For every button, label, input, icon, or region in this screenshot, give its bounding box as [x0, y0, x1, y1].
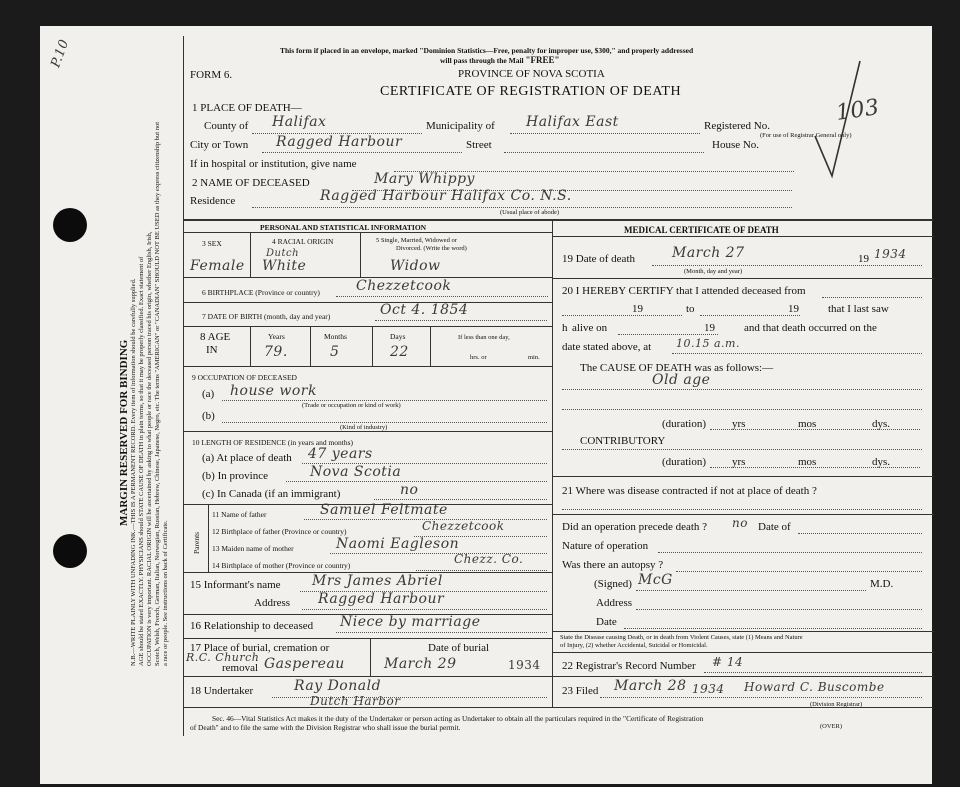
informant-address-line — [302, 609, 547, 610]
birthplace-label: 6 BIRTHPLACE (Province or country) — [202, 288, 320, 297]
place-of-death-heading: 1 PLACE OF DEATH— — [192, 102, 302, 114]
hrs-label: hrs. or — [470, 354, 487, 361]
operation-nature-line — [658, 552, 922, 553]
age-days-value: 22 — [390, 344, 409, 360]
filed-label: 23 Filed — [562, 685, 599, 697]
municipality-value: Halifax East — [526, 114, 619, 130]
contributory-label: CONTRIBUTORY — [580, 435, 666, 447]
occupation-b-line — [222, 422, 547, 423]
footer-line-1: Sec. 46—Vital Statistics Act makes it the duty of the Undertaker or person acting as Undertaker to obtain all the particulars required in the "Certificate of Registration — [212, 714, 704, 723]
certify-19a: 19 — [632, 303, 643, 315]
birthplace-value: Chezzetcook — [356, 278, 452, 294]
months-label: Months — [324, 332, 347, 341]
filed-line — [600, 697, 922, 698]
in-canada-label: (c) In Canada (if an immigrant) — [202, 488, 341, 500]
personal-rule-4 — [183, 326, 552, 327]
age-col-2 — [310, 326, 311, 366]
marital-value: Widow — [390, 258, 441, 274]
dob-line — [375, 320, 547, 321]
margin-instruction-4: Scotch, Welsh, French, German, Italian, Norwegian, Russian, Hebrew, Chinese, Japanese, Negro, etc. The terms "AMERICAN" or "CANADIAN" SHOULD NOT BE USED as they express citizenship but not — [154, 121, 161, 666]
q21-label: 21 Where was disease contracted if not at place of death ? — [562, 485, 817, 497]
medical-address-label: Address — [596, 597, 633, 609]
medical-note-line-2: of Injury, (2) whether Accidental, Suicidal or Homicidal. — [560, 642, 708, 649]
dys-label-1: dys. — [872, 418, 891, 430]
margin-instruction-2: AGE should be stated EXACTLY. PHYSICIANS should STATE CAUSE OF DEATH in plain terms, so that it may be properly classified. Exact statement of — [138, 256, 145, 666]
registrar-check-mark — [810, 56, 870, 186]
birthplace-line — [336, 296, 548, 297]
city-value: Ragged Harbour — [276, 134, 403, 150]
parents-label: Parents — [192, 531, 201, 554]
binding-hole-bottom — [53, 534, 87, 568]
father-birthplace-value: Chezzetcook — [422, 519, 505, 533]
burial-date-value: March 29 — [384, 656, 457, 672]
age-col-1 — [250, 326, 251, 366]
mother-birthplace-value: Chezz. Co. — [454, 552, 524, 566]
medical-rule-5 — [552, 631, 934, 632]
mother-name-label: 13 Maiden name of mother — [212, 544, 294, 553]
municipality-line — [510, 133, 700, 134]
mos-label-2: mos — [798, 456, 817, 468]
section-top-rule — [183, 219, 933, 221]
operation-date-line — [798, 533, 922, 534]
age-label-2: IN — [206, 344, 218, 356]
medical-rule-3 — [552, 476, 934, 477]
operation-nature-label: Nature of operation — [562, 540, 649, 552]
street-label: Street — [466, 139, 492, 151]
pencil-mark: P.10 — [48, 37, 73, 70]
dys-label-2: dys. — [872, 456, 891, 468]
operation-label: Did an operation precede death ? — [562, 521, 708, 533]
signed-line — [636, 590, 866, 591]
dob-label: 7 DATE OF BIRTH (month, day and year) — [202, 312, 331, 321]
medical-rule-1 — [552, 236, 934, 237]
cause-of-death-value: Old age — [652, 372, 711, 388]
relationship-label: 16 Relationship to deceased — [190, 620, 314, 632]
medical-address-line — [636, 609, 922, 610]
marital-label-2: Divorced. (Write the word) — [396, 245, 467, 252]
cause-line-2 — [562, 409, 922, 410]
date-of-death-note: (Month, day and year) — [684, 268, 743, 275]
informant-address-value: Ragged Harbour — [318, 591, 445, 607]
in-province-label: (b) In province — [202, 470, 268, 482]
mail-free-label: "FREE" — [525, 55, 560, 65]
certify-date-stated: date stated above, at — [562, 341, 652, 353]
county-label: County of — [204, 120, 249, 132]
margin-instruction-3: OCCUPATION is very important. RACIAL ORIGIN will be ascertained by asking to what people or race the deceased person traced his origin, whether English, Irish, — [146, 231, 153, 666]
city-line — [262, 152, 462, 153]
county-value: Halifax — [272, 114, 327, 130]
date-of-death-year-prefix: 19 — [858, 253, 869, 265]
medical-date-label: Date — [596, 616, 617, 628]
autopsy-line — [676, 571, 922, 572]
burial-col — [370, 638, 371, 676]
footer-rule — [183, 707, 933, 708]
undertaker-address-value: Dutch Harbor — [310, 694, 401, 708]
certify-from-line — [822, 297, 922, 298]
age-col-4 — [430, 326, 431, 366]
relationship-value: Niece by marriage — [340, 614, 481, 630]
burial-place-small: R.C. Church — [186, 651, 260, 664]
personal-rule-3 — [183, 302, 552, 303]
certify-19c: 19 — [704, 322, 715, 334]
racial-origin-value: White — [262, 258, 307, 274]
md-label: M.D. — [870, 578, 894, 590]
personal-col-2 — [360, 232, 361, 277]
father-birthplace-label: 12 Birthplace of father (Province or country) — [212, 527, 347, 536]
informant-label: 15 Informant's name — [190, 579, 281, 591]
certify-date-line-a — [562, 315, 682, 316]
filed-year-value: 1934 — [692, 682, 725, 696]
occupation-b-note: (Kind of industry) — [340, 424, 388, 431]
yrs-label-1: yrs — [732, 418, 746, 430]
autopsy-label: Was there an autopsy ? — [562, 559, 664, 571]
age-years-value: 79. — [264, 344, 288, 360]
medical-rule-4 — [552, 514, 934, 515]
mail-notice-text: will pass through the Mail — [440, 56, 524, 65]
years-label: Years — [268, 332, 285, 341]
undertaker-label: 18 Undertaker — [190, 685, 254, 697]
medical-note-line-1: State the Disease causing Death, or in death from Violent Causes, state (1) Means and Nature — [560, 634, 803, 641]
personal-section-title: PERSONAL AND STATISTICAL INFORMATION — [260, 223, 427, 232]
name-of-deceased-value: Mary Whippy — [374, 171, 475, 187]
form-left-border — [183, 36, 184, 736]
municipality-label: Municipality of — [426, 120, 495, 132]
date-of-death-year: 1934 — [874, 247, 907, 261]
age-months-value: 5 — [330, 344, 340, 360]
sex-value: Female — [190, 258, 245, 274]
division-registrar-signature: Howard C. Buscombe — [744, 680, 885, 694]
mother-birthplace-line — [416, 570, 547, 571]
operation-date-label: Date of — [758, 521, 791, 533]
hospital-label: If in hospital or institution, give name — [190, 158, 357, 170]
relationship-line — [336, 632, 547, 633]
age-col-3 — [372, 326, 373, 366]
occupation-a-value: house work — [230, 383, 317, 399]
age-label-1: 8 AGE — [200, 331, 231, 343]
personal-col-1 — [250, 232, 251, 277]
informant-value: Mrs James Abriel — [312, 573, 443, 589]
personal-rule-5 — [183, 366, 552, 367]
mos-label-1: mos — [798, 418, 817, 430]
racial-origin-label: 4 RACIAL ORIGIN — [272, 237, 334, 246]
occupation-label: 9 OCCUPATION OF DECEASED — [192, 373, 297, 382]
city-label: City or Town — [190, 139, 249, 151]
section-divider — [552, 219, 553, 707]
certify-time-value: 10.15 a.m. — [676, 337, 740, 350]
burial-place-value: Gaspereau — [264, 656, 345, 672]
medical-rule-7 — [552, 676, 934, 677]
personal-rule-6 — [183, 431, 552, 432]
certify-h: h — [562, 322, 568, 334]
registrar-number-handwritten: 103 — [834, 95, 882, 126]
medical-section-title: MEDICAL CERTIFICATE OF DEATH — [624, 225, 779, 235]
record-number-label: 22 Registrar's Record Number — [562, 660, 696, 672]
certificate-title: CERTIFICATE OF REGISTRATION OF DEATH — [380, 84, 682, 99]
dob-value: Oct 4. 1854 — [380, 302, 469, 318]
certify-alive-line — [618, 334, 718, 335]
sex-label: 3 SEX — [202, 239, 222, 248]
name-of-deceased-label: 2 NAME OF DECEASED — [192, 177, 310, 189]
occupation-a-label: (a) — [202, 388, 215, 400]
at-place-value: 47 years — [308, 446, 373, 462]
mother-name-value: Naomi Eagleson — [336, 536, 460, 552]
margin-instruction-1: N.B.—WRITE PLAINLY WITH UNFADING INK.—THIS IS A PERMANENT RECORD. Every item of information should be carefully supplied. — [130, 278, 137, 666]
record-number-line — [704, 672, 922, 673]
certificate-page — [40, 26, 932, 784]
medical-rule-6 — [552, 652, 934, 653]
residence-note: (Usual place of abode) — [500, 209, 560, 216]
days-label: Days — [390, 332, 406, 341]
in-canada-value: no — [400, 482, 419, 498]
binding-hole-top — [53, 208, 87, 242]
less-than-day-label: If less than one day, — [458, 334, 510, 341]
occupation-b-label: (b) — [202, 410, 215, 422]
mail-notice-line1: This form if placed in an envelope, marked "Dominion Statistics—Free, penalty for improper use, $300," and properly addressed — [280, 46, 694, 55]
burial-date-label: Date of burial — [428, 642, 490, 654]
occupation-a-note: (Trade or occupation or kind of work) — [302, 402, 401, 409]
date-of-death-line — [652, 265, 922, 266]
medical-date-line — [624, 628, 922, 629]
occupation-a-line — [222, 400, 547, 401]
margin-reserved-title: MARGIN RESERVED FOR BINDING — [118, 339, 130, 526]
length-of-residence-label: 10 LENGTH OF RESIDENCE (in years and months) — [192, 438, 354, 447]
at-place-label: (a) At place of death — [202, 452, 292, 464]
date-of-death-value: March 27 — [672, 245, 745, 261]
date-of-death-label: 19 Date of death — [562, 253, 635, 265]
filed-value: March 28 — [614, 678, 687, 694]
division-registrar-note: (Division Registrar) — [810, 701, 863, 708]
father-name-label: 11 Name of father — [212, 510, 267, 519]
footer-line-2: of Death" and to file the same with the Division Registrar who shall issue the burial permit. — [190, 723, 461, 732]
racial-origin-small: Dutch — [266, 248, 300, 259]
father-name-value: Samuel Feltmate — [320, 502, 448, 518]
residence-value: Ragged Harbour Halifax Co. N.S. — [320, 188, 572, 204]
signed-value: McG — [638, 572, 673, 588]
personal-rule-1 — [183, 232, 552, 233]
record-number-value: # 14 — [712, 655, 744, 669]
residence-label: Residence — [190, 195, 236, 207]
operation-value: no — [732, 516, 748, 530]
registered-no-note: (For use of Registrar General only) — [760, 132, 852, 139]
burial-label-1: 17 Place of burial, cremation or — [190, 642, 330, 654]
informant-address-label: Address — [254, 597, 291, 609]
certify-to: to — [686, 303, 695, 315]
burial-label-2: removal — [222, 662, 259, 674]
personal-rule-10 — [183, 638, 552, 639]
certify-date-line-b — [700, 315, 800, 316]
marital-label-1: 5 Single, Married, Widowed or — [376, 237, 457, 244]
min-label: min. — [528, 354, 540, 361]
certify-alive-on: alive on — [572, 322, 608, 334]
certify-occurred: and that death occurred on the — [744, 322, 877, 334]
certify-19b: 19 — [788, 303, 799, 315]
cause-line-1 — [562, 389, 922, 390]
mail-notice-line2 — [440, 55, 560, 65]
q21-line — [562, 509, 922, 510]
form-number: FORM 6. — [190, 69, 233, 81]
personal-rule-11 — [183, 676, 552, 677]
certify-last-saw: that I last saw — [828, 303, 889, 315]
medical-rule-2 — [552, 278, 934, 279]
yrs-label-2: yrs — [732, 456, 746, 468]
street-line — [504, 152, 704, 153]
mother-birthplace-label: 14 Birthplace of mother (Province or country) — [212, 561, 351, 570]
certify-line-1: 20 I HEREBY CERTIFY that I attended deceased from — [562, 285, 806, 297]
house-no-label: House No. — [712, 139, 760, 151]
footer-over: (OVER) — [820, 723, 843, 730]
undertaker-value: Ray Donald — [294, 678, 382, 694]
certify-time-line — [672, 353, 922, 354]
registered-no-label: Registered No. — [704, 120, 770, 132]
signed-label: (Signed) — [594, 578, 632, 590]
in-canada-line — [374, 499, 547, 500]
duration-label-2: (duration) — [662, 456, 706, 468]
parents-col — [208, 504, 209, 572]
cause-of-death-label: The CAUSE OF DEATH was as follows:— — [580, 362, 774, 374]
burial-year-value: 1934 — [508, 658, 541, 672]
residence-line — [252, 207, 792, 208]
in-province-value: Nova Scotia — [310, 464, 402, 480]
contributory-line — [562, 449, 922, 450]
margin-instruction-5: a race or people. See instructions on back of Certificate. — [162, 520, 169, 666]
province-title: PROVINCE OF NOVA SCOTIA — [458, 68, 605, 80]
duration-label-1: (duration) — [662, 418, 706, 430]
